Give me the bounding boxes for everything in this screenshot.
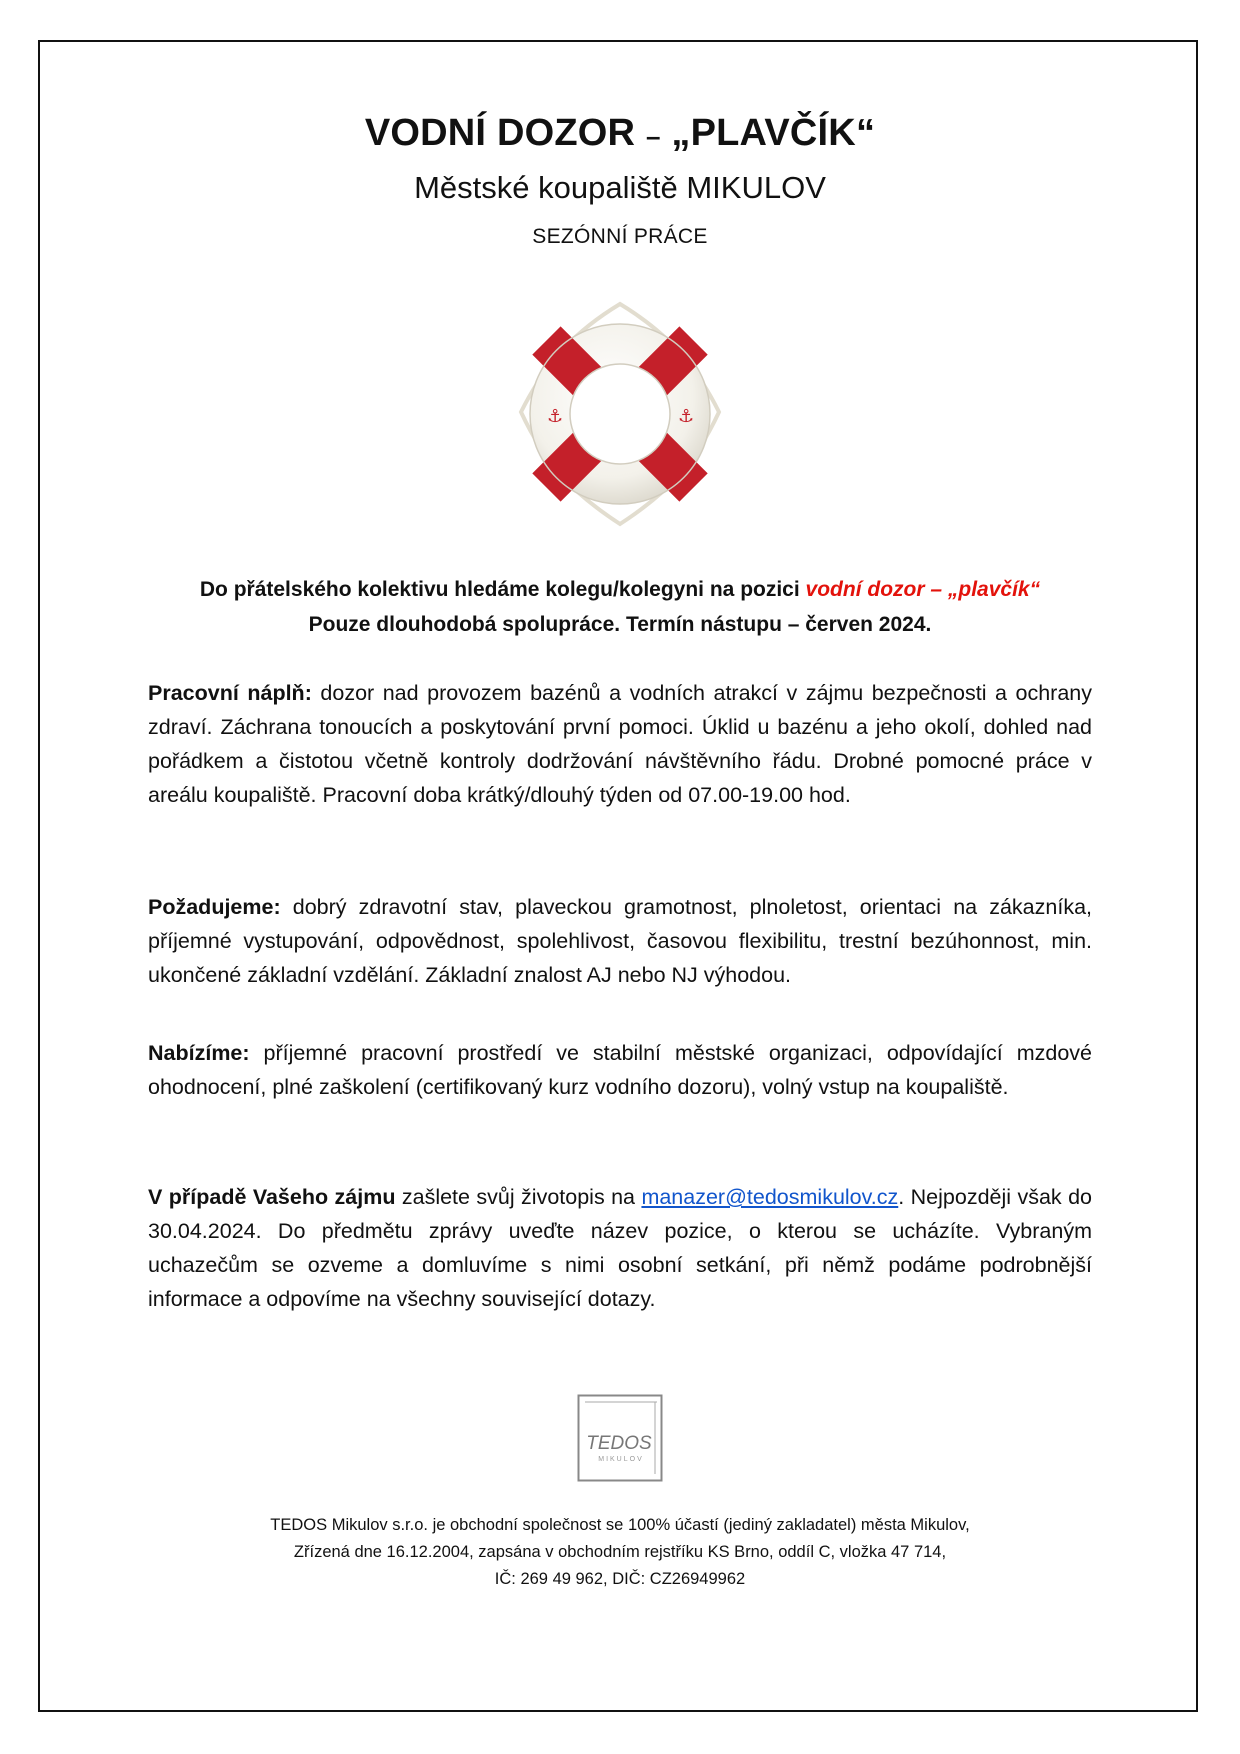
section-zajem-label: V případě Vašeho zájmu bbox=[148, 1185, 396, 1209]
lifebuoy-icon bbox=[513, 300, 727, 528]
email-link[interactable]: manazer@tedosmikulov.cz bbox=[641, 1185, 899, 1209]
section-pozadujeme-text: dobrý zdravotní stav, plaveckou gramotnost, plnoletost, orientaci na zákazníka, příjemné vystupování, odpovědnost, spolehlivost, časovou flexibilitu, trestní bezúhonnost, min. ukončené základní vzdělání. Základní znalost AJ nebo NJ výhodou. bbox=[148, 895, 1092, 987]
section-pozadujeme-label: Požadujeme: bbox=[148, 895, 281, 919]
logo-name: TEDOS bbox=[586, 1433, 652, 1454]
footer-line3: IČ: 269 49 962, DIČ: CZ26949962 bbox=[494, 1570, 746, 1588]
section-zajem bbox=[148, 1180, 1092, 1316]
section-nabizime bbox=[148, 1036, 1092, 1104]
svg-text:⚓: ⚓ bbox=[547, 406, 564, 427]
section-nabizime-label: Nabízíme: bbox=[148, 1041, 250, 1065]
footer-line2: Zřízená dne 16.12.2004, zapsána v obchodním rejstříku KS Brno, oddíl C, vložka 47 714, bbox=[293, 1543, 947, 1561]
page-title bbox=[0, 112, 1240, 155]
title-part2: „PLAVČÍK“ bbox=[671, 112, 876, 154]
section-napln bbox=[148, 676, 1092, 812]
svg-text:⚓: ⚓ bbox=[678, 406, 695, 427]
section-nabizime-text: příjemné pracovní prostředí ve stabilní městské organizaci, odpovídající mzdové ohodnocení, plné zaškolení (certifikovaný kurz vodního dozoru), volný vstup na koupaliště. bbox=[148, 1041, 1092, 1099]
footer bbox=[0, 1512, 1240, 1593]
section-pozadujeme bbox=[148, 890, 1092, 992]
section-zajem-text-after: . Nejpozději však do 30.04.2024. Do předmětu zprávy uveďte název pozice, o kterou se ucházíte. Vybraným uchazečům se ozveme a domluvíme s nimi osobní setkání, při němž podáme podrobnější informace a odpovíme na všechny související dotazy. bbox=[148, 1185, 1092, 1311]
page-subtitle: Městské koupaliště MIKULOV bbox=[414, 170, 826, 205]
section-napln-text: dozor nad provozem bazénů a vodních atrakcí v zájmu bezpečnosti a ochrany zdraví. Záchrana tonoucích a poskytování první pomoci. Úklid u bazénu a jeho okolí, dohled nad pořádkem a čistotou včetně kontroly dodržování návštěvního řádu. Drobné pomocné práce v areálu koupaliště. Pracovní doba krátký/dlouhý týden od 07.00-19.00 hod. bbox=[148, 681, 1092, 807]
season-label: SEZÓNNÍ PRÁCE bbox=[532, 225, 708, 248]
section-napln-label: Pracovní náplň: bbox=[148, 681, 312, 705]
logo-sub: MIKULOV bbox=[598, 1456, 644, 1463]
title-dash: – bbox=[645, 121, 661, 151]
intro-highlight: vodní dozor – „plavčík“ bbox=[805, 578, 1041, 601]
tedos-logo bbox=[577, 1394, 663, 1482]
footer-line1: TEDOS Mikulov s.r.o. je obchodní společnost se 100% účastí (jediný zakladatel) města Mikulov, bbox=[270, 1516, 970, 1534]
section-zajem-text-before: zašlete svůj životopis na bbox=[395, 1185, 642, 1209]
intro bbox=[140, 572, 1100, 642]
intro-line2: Pouze dlouhodobá spolupráce. Termín nástupu – červen 2024. bbox=[308, 613, 932, 636]
intro-text: Do přátelského kolektivu hledáme kolegu/kolegyni na pozici bbox=[199, 578, 806, 601]
intro-line1 bbox=[140, 572, 1100, 607]
title-part1: VODNÍ DOZOR bbox=[364, 112, 636, 154]
